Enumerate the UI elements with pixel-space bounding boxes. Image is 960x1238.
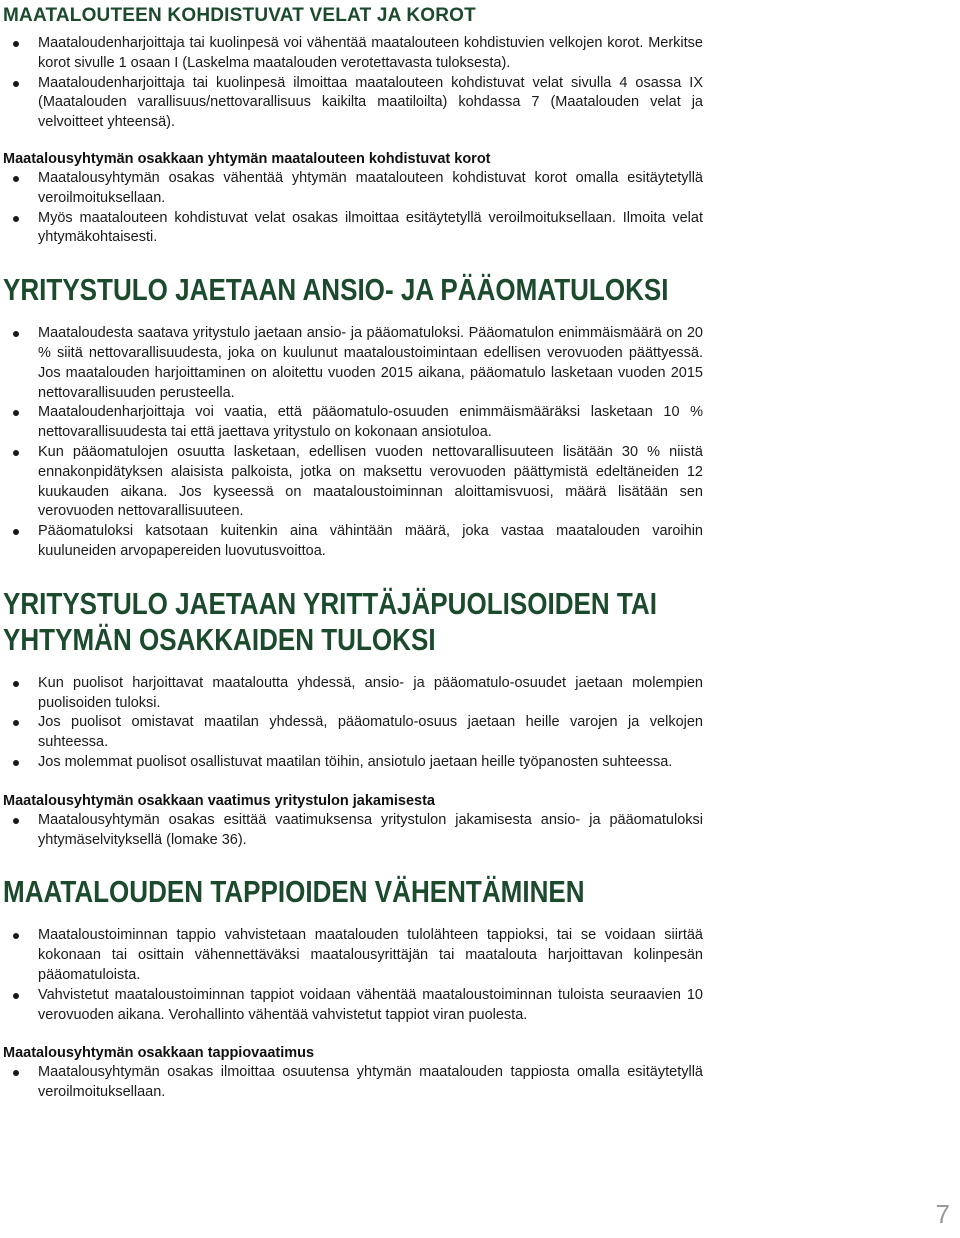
section-title-velat-ja-korot: MAATALOUTEEN KOHDISTUVAT VELAT JA KOROT (3, 5, 476, 26)
list-item: Jos puolisot omistavat maatilan yhdessä, pääomatulo-osuus jaetaan heille varojen ja velkojen suhteessa. (3, 713, 703, 753)
subheading-tappiovaatimus: Maatalousyhtymän osakkaan tappiovaatimus (3, 1045, 315, 1062)
list-item: Myös maatalouteen kohdistuvat velat osakas ilmoittaa esitäytetyllä veroilmoituksellaan. Ilmoita velat yhtymäkohtaisesti. (3, 209, 703, 249)
section-title-tappioiden-vahentaminen: MAATALOUDEN TAPPIOIDEN VÄHENTÄMINEN (3, 874, 585, 910)
bullet-list (3, 811, 703, 851)
list-item: Maatalousyhtymän osakas ilmoittaa osuutensa yhtymän maatalouden tappiosta omalla esitäytetyllä veroilmoituksellaan. (3, 1063, 703, 1103)
list-item: Pääomatuloksi katsotaan kuitenkin aina vähintään määrä, joka vastaa maatalouden varoihin kuuluneiden arvopapereiden luovutusvoittoa. (3, 522, 703, 562)
title-line: YRITYSTULO JAETAAN YRITTÄJÄPUOLISOIDEN TAI (3, 585, 657, 621)
list-item: Maataloustoiminnan tappio vahvistetaan maatalouden tulolähteen tappioksi, tai se voidaan siirtää kokonaan tai osittain vähennettäväksi maatalousyrittäjän tai maatalouta harjoittavan kolinpesän pääomatuloista. (3, 926, 703, 985)
bullet-list (3, 926, 703, 1025)
list-item: Maatalousyhtymän osakas esittää vaatimuksensa yritystulon jakamisesta ansio- ja pääomatuloksi yhtymäselvityksellä (lomake 36). (3, 811, 703, 851)
subheading-yhtyman-korot: Maatalousyhtymän osakkaan yhtymän maatalouteen kohdistuvat korot (3, 150, 491, 167)
list-item: Kun pääomatulojen osuutta lasketaan, edellisen vuoden nettovarallisuuteen lisätään 30 % niistä ennakonpidätyksen alaisista palkoista, jotka on maksettu verovuoden päättymistä edeltäneiden 12 kuukauden aikana. Jos kyseessä on maataloustoiminnan aloittamisvuosi, määrä lisätään sen verovuoden nettovarallisuuteen. (3, 443, 703, 522)
list-item: Maataloudenharjoittaja tai kuolinpesä ilmoittaa maatalouteen kohdistuvat velat sivulla 4 osassa IX (Maatalouden varallisuus/nettovarallisuus kaikilta maatiloilta) kohdassa 7 (Maatalouden velat ja velvoitteet yhteensä). (3, 74, 703, 133)
title-line: YHTYMÄN OSAKKAIDEN TULOKSI (3, 621, 436, 657)
bullet-list (3, 169, 703, 248)
list-item: Maataloudenharjoittaja voi vaatia, että pääomatulo-osuuden enimmäismääräksi lasketaan 10 % nettovarallisuudesta tai että jaettava yritystulo on kokonaan ansiotuloa. (3, 403, 703, 443)
list-item: Jos molemmat puolisot osallistuvat maatilan töihin, ansiotulo jaetaan heille työpanosten suhteessa. (3, 753, 703, 773)
section-title-yrittajapuolisot (3, 585, 657, 658)
section-title-ansio-paaomatulo: YRITYSTULO JAETAAN ANSIO- JA PÄÄOMATULOKSI (3, 272, 669, 308)
list-item: Vahvistetut maataloustoiminnan tappiot voidaan vähentää maataloustoiminnan tuloista seuraavien 10 verovuoden aikana. Verohallinto vähentää vahvistetut tappiot viran puolesta. (3, 986, 703, 1026)
page-number: 7 (935, 1199, 950, 1229)
bullet-list (3, 324, 703, 562)
bullet-list (3, 674, 703, 773)
list-item: Kun puolisot harjoittavat maataloutta yhdessä, ansio- ja pääomatulo-osuudet jaetaan molempien puolisoiden tuloksi. (3, 674, 703, 714)
list-item: Maataloudesta saatava yritystulo jaetaan ansio- ja pääomatuloksi. Pääomatulon enimmäismäärä on 20 % siitä nettovarallisuudesta, joka on kuulunut maataloustoimintaan edellisen verovuoden päättyessä. Jos maatalouden harjoittaminen on aloitettu vuoden 2015 aikana, pääomatulo lasketaan vuoden 2015 nettovarallisuuden perusteella. (3, 324, 703, 403)
list-item: Maataloudenharjoittaja tai kuolinpesä voi vähentää maatalouteen kohdistuvien velkojen korot. Merkitse korot sivulle 1 osaan I (Laskelma maatalouden verotettavasta tuloksesta). (3, 34, 703, 74)
subheading-yritystulon-jakaminen: Maatalousyhtymän osakkaan vaatimus yritystulon jakamisesta (3, 792, 435, 809)
bullet-list (3, 1063, 703, 1103)
bullet-list (3, 34, 703, 133)
list-item: Maatalousyhtymän osakas vähentää yhtymän maatalouteen kohdistuvat korot omalla esitäytetyllä veroilmoituksellaan. (3, 169, 703, 209)
